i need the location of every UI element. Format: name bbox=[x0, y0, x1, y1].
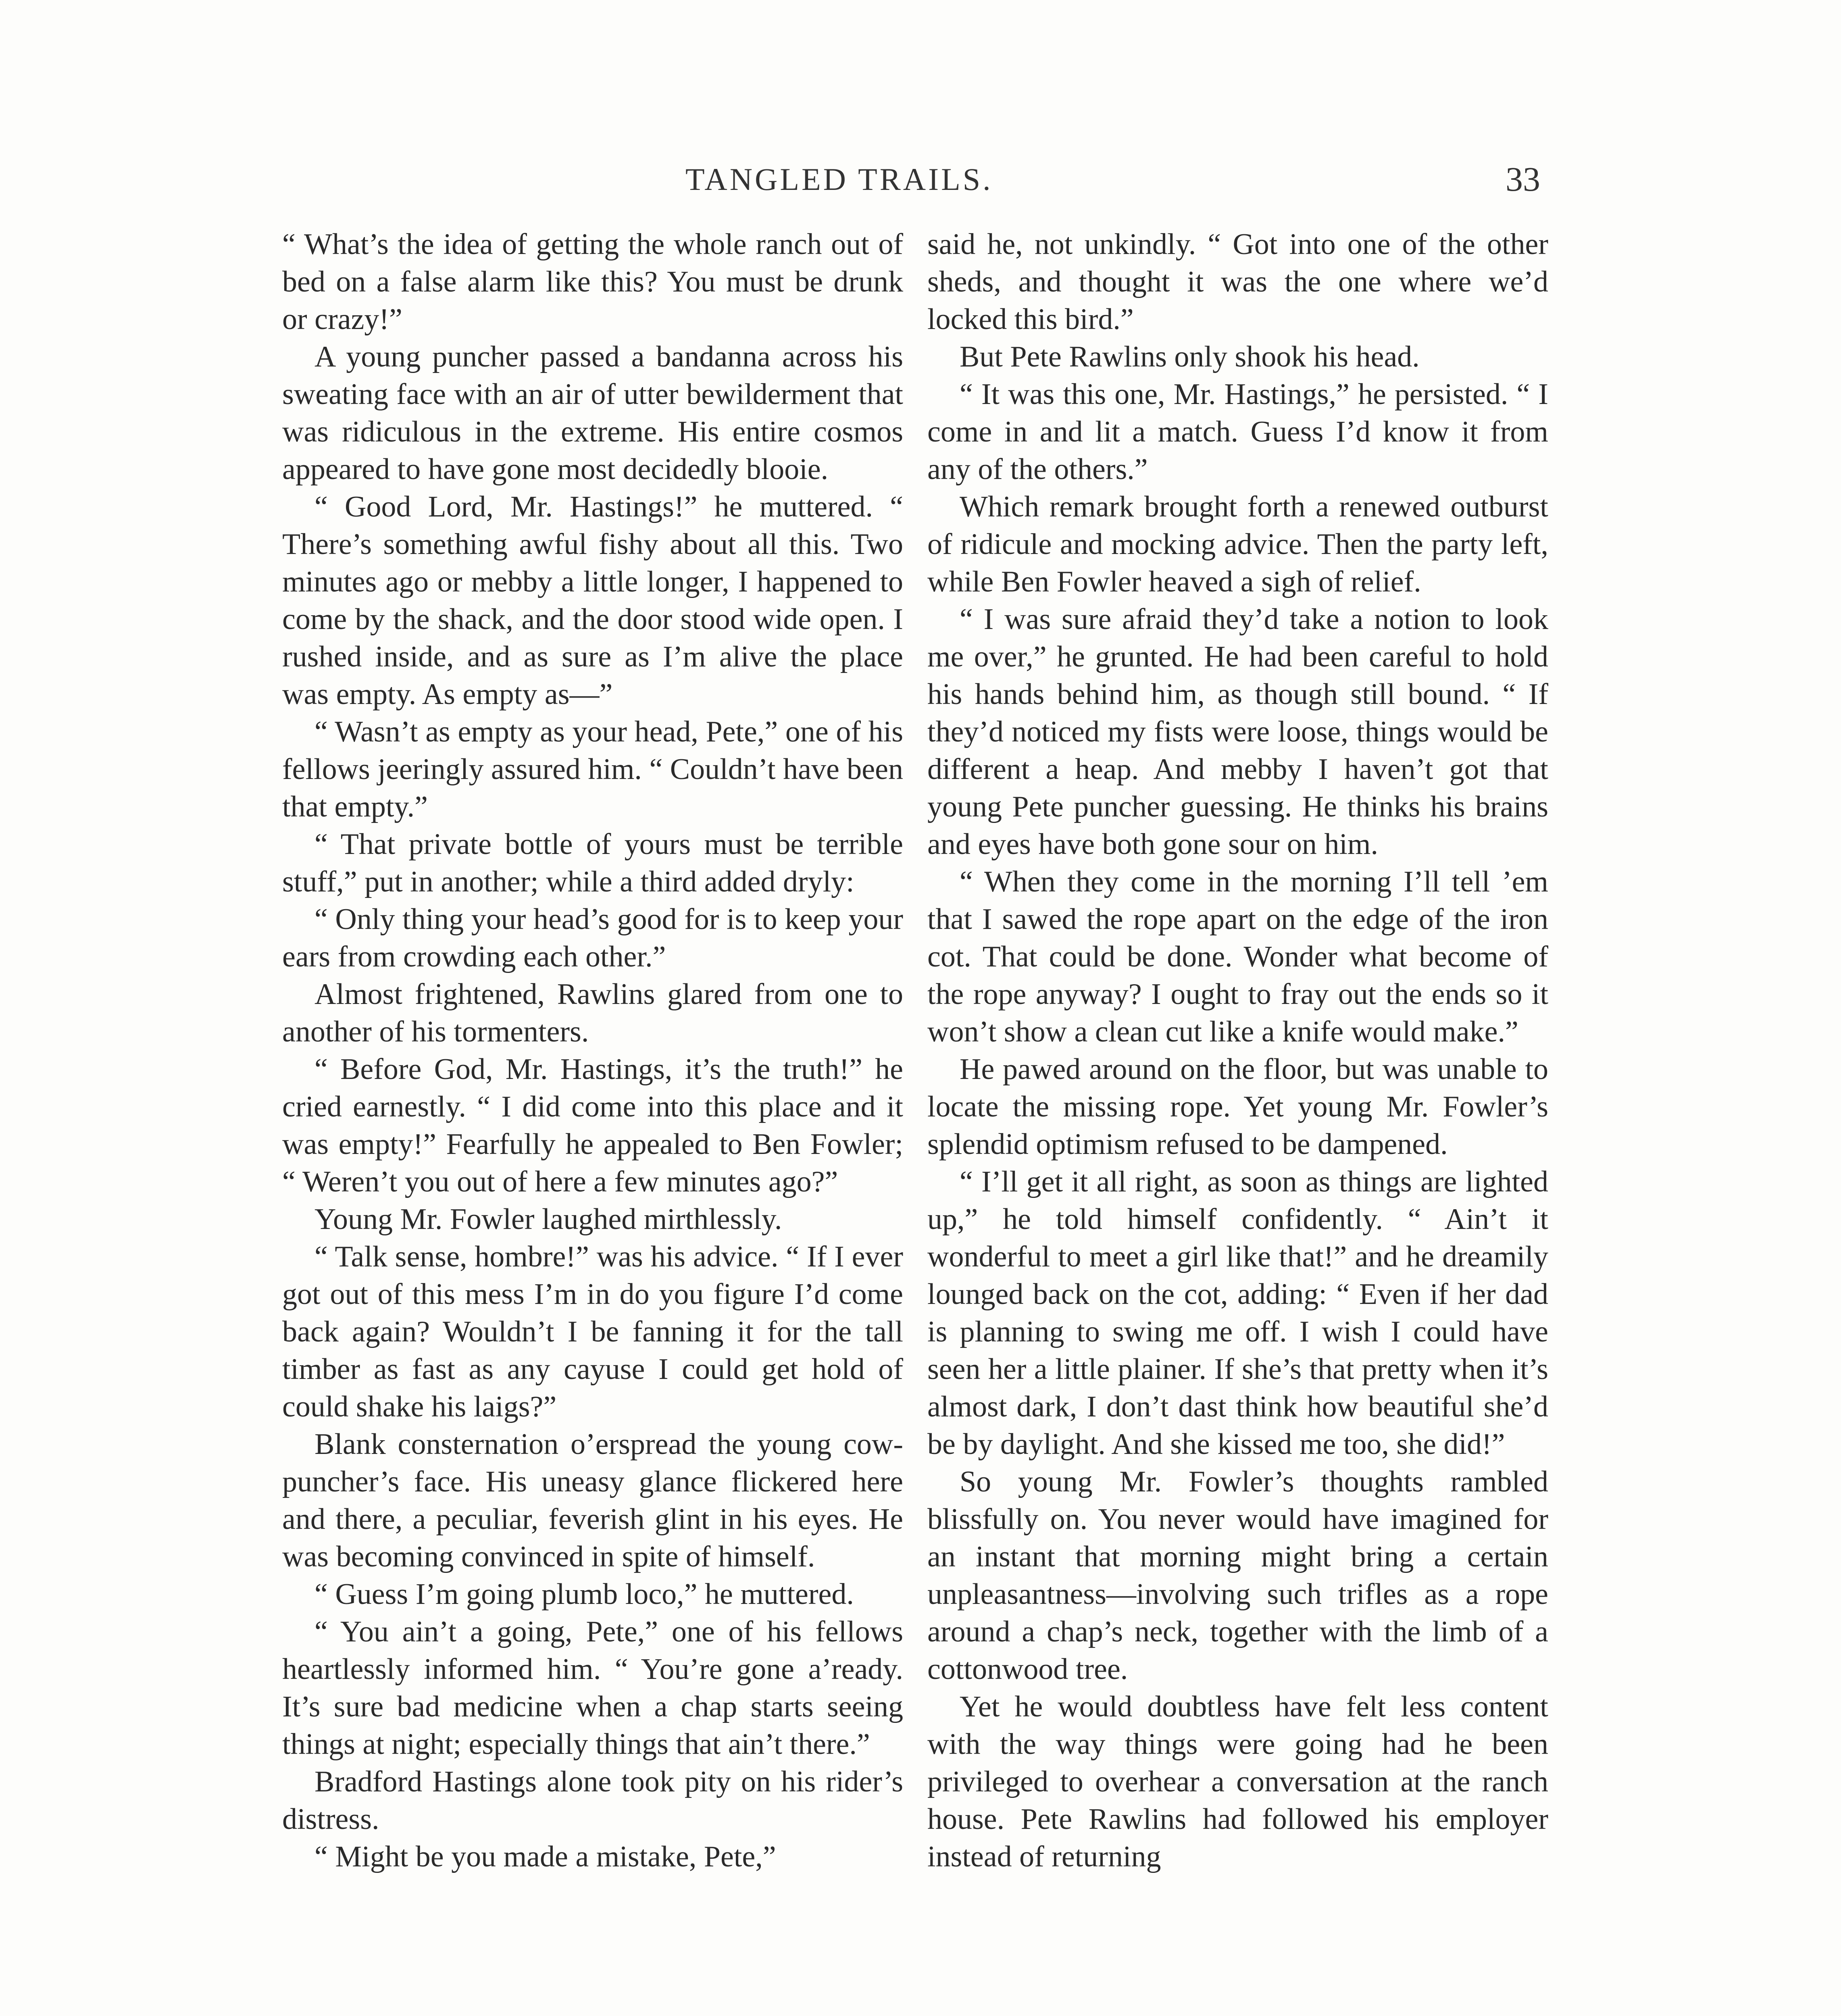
paragraph: “ Good Lord, Mr. Hastings!” he muttered. “ There’s something awful fishy about all this. Two minutes ago or mebby a little longer, I happened to come by the shack, and the door stood wide open. I rushed inside, and as sure as I’m alive the place was empty. As empty as—” bbox=[282, 490, 903, 711]
paragraph: “ That private bottle of yours must be terrible stuff,” put in another; while a third added dryly: bbox=[282, 828, 903, 898]
paragraph: Blank consternation o’erspread the young cow-puncher’s face. His uneasy glance flickered here and there, a peculiar, feverish glint in his eyes. He was becoming convinced in spite of himself. bbox=[282, 1428, 903, 1573]
paragraph: “ Guess I’m going plumb loco,” he muttered. bbox=[314, 1578, 854, 1611]
paragraph: “ It was this one, Mr. Hastings,” he persisted. “ I come in and lit a match. Guess I’d know it from any of the others.” bbox=[927, 378, 1548, 486]
right-text-column bbox=[927, 226, 1548, 1876]
paragraph: “ Wasn’t as empty as your head, Pete,” one of his fellows jeeringly assured him. “ Couldn’t have been that empty.” bbox=[282, 715, 903, 823]
paragraph: Almost frightened, Rawlins glared from one to another of his tormenters. bbox=[282, 978, 903, 1048]
paragraph: So young Mr. Fowler’s thoughts rambled blissfully on. You never would have imagined for an instant that morning might bring a certain unpleasantness—involving such trifles as a rope around a chap’s neck, together with the limb of a cottonwood tree. bbox=[927, 1465, 1548, 1686]
left-text-column bbox=[282, 226, 903, 1876]
paragraph: said he, not unkindly. “ Got into one of the other sheds, and thought it was the one where we’d locked this bird.” bbox=[927, 228, 1548, 336]
paragraph: “ When they come in the morning I’ll tell ’em that I sawed the rope apart on the edge of the iron cot. That could be done. Wonder what become of the rope anyway? I ought to fray out the ends so it won’t show a clean cut like a knife would make.” bbox=[927, 865, 1548, 1048]
paragraph: “ Might be you made a mistake, Pete,” bbox=[314, 1840, 776, 1873]
paragraph: “ I’ll get it all right, as soon as things are lighted up,” he told himself confidently. “ Ain’t it wonderful to meet a girl like that!” and he dreamily lounged back on the cot, adding: “ Even if her dad is planning to swing me off. I wish I could have seen her a little plainer. If she’s that pretty when it’s almost dark, I don’t dast think how beautiful she’d be by daylight. And she kissed me too, she did!” bbox=[927, 1165, 1548, 1461]
paragraph: Young Mr. Fowler laughed mirthlessly. bbox=[314, 1203, 782, 1236]
paragraph: “ Talk sense, hombre!” was his advice. “ If I ever got out of this mess I’m in do you figure I’d come back again? Wouldn’t I be fanning it for the tall timber as fast as any cayuse I could get hold of could shake his laigs?” bbox=[282, 1240, 903, 1423]
paragraph: “ What’s the idea of getting the whole ranch out of bed on a false alarm like this? You must be drunk or crazy!” bbox=[282, 228, 903, 336]
paragraph: “ I was sure afraid they’d take a notion to look me over,” he grunted. He had been careful to hold his hands behind him, as though still bound. “ If they’d noticed my fists were loose, things would be different a heap. And mebby I haven’t got that young Pete puncher guessing. He thinks his brains and eyes have both gone sour on him. bbox=[927, 603, 1548, 861]
paragraph: “ Only thing your head’s good for is to keep your ears from crowding each other.” bbox=[282, 903, 903, 973]
page-header bbox=[282, 161, 1540, 210]
paragraph: Yet he would doubtless have felt less content with the way things were going had he been privileged to overhear a conversation at the ranch house. Pete Rawlins had followed his employer instead of returning bbox=[927, 1690, 1548, 1873]
paragraph: But Pete Rawlins only shook his head. bbox=[960, 340, 1420, 373]
paragraph: “ You ain’t a going, Pete,” one of his fellows heartlessly informed him. “ You’re gone a’ready. It’s sure bad medicine when a chap starts seeing things at night; especially things that ain’t there.” bbox=[282, 1615, 903, 1761]
paragraph: He pawed around on the floor, but was unable to locate the missing rope. Yet young Mr. Fowler’s splendid optimism refused to be dampened. bbox=[927, 1053, 1548, 1161]
paragraph: Which remark brought forth a renewed outburst of ridicule and mocking advice. Then the party left, while Ben Fowler heaved a sigh of relief. bbox=[927, 490, 1548, 598]
paragraph: A young puncher passed a bandanna across his sweating face with an air of utter bewilderment that was ridiculous in the extreme. His entire cosmos appeared to have gone most decidedly blooie. bbox=[282, 340, 903, 486]
paragraph: “ Before God, Mr. Hastings, it’s the truth!” he cried earnestly. “ I did come into this place and it was empty!” Fearfully he appealed to Ben Fowler; “ Weren’t you out of here a few minutes ago?” bbox=[282, 1053, 903, 1198]
running-title: TANGLED TRAILS. bbox=[685, 162, 993, 197]
page-number: 33 bbox=[1506, 160, 1540, 198]
paragraph: Bradford Hastings alone took pity on his rider’s distress. bbox=[282, 1765, 903, 1836]
